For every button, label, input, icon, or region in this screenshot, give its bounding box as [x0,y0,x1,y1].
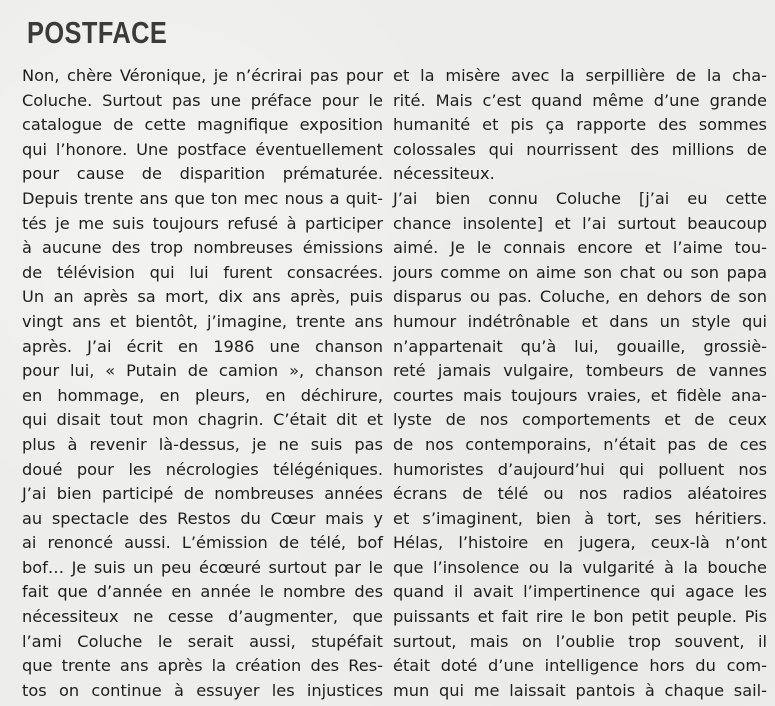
text-line: à aucune des trop nombreuses émissions [22,238,383,258]
text-line: surtout, mais on l’oublie trop souvent, il [393,631,767,651]
text-line: après. J’ai écrit en 1986 une chanson [22,336,383,356]
text-line: courtes mais toujours vraies, et fidèle ana- [393,385,767,405]
text-line: et s’imaginent, bien à tort, ses héritiers. [393,508,767,528]
text-line: colossales qui nourrissent des millions de [393,139,767,159]
text-line: que trente ans après la création des Res- [22,656,383,676]
text-line: Non, chère Véronique, je n’écrirai pas pour [22,66,383,85]
text-line: que l’insolence ou la vulgarité à la bouche [393,557,767,577]
text-line: vingt ans et bientôt, j’imagine, trente ans [22,311,383,331]
text-line: chance insolente] et l’ai surtout beaucoup [393,213,767,233]
text-line: puissants et fait rire le bon petit peuple. Pis [393,607,767,627]
text-line: fait que d’année en année le nombre des [22,582,383,602]
text-line: reté jamais vulgaire, tombeurs de vannes [393,361,767,381]
text-line: quand il avait l’impertinence qui agace les [393,582,767,602]
text-line: en hommage, en pleurs, en déchirure, [22,385,383,405]
text-line: rité. Mais c’est quand même d’une grande [393,90,767,110]
text-line: nécessiteux ne cesse d’augmenter, que [22,607,383,627]
text-line: de nos contemporains, n’était pas de ces [393,434,767,454]
text-line: humour indétrônable et dans un style qui [393,311,767,331]
text-line: qui l’honore. Une postface éventuellement [22,139,383,159]
text-column-right [393,64,767,703]
text-line: disparus ou pas. Coluche, en dehors de son [393,287,767,307]
text-line: qui disait tout mon chagrin. C’était dit et [22,410,383,430]
text-line: écrans de télé ou nos radios aléatoires [393,484,767,504]
text-line: de télévision qui lui furent consacrées. [22,262,383,282]
text-line: tés je me suis toujours refusé à participer [22,213,383,233]
text-line: ai renoncé aussi. L’émission de télé, bof [22,533,383,553]
text-line: au spectacle des Restos du Cœur mais y [22,508,383,528]
text-line: jours comme on aime son chat ou son papa [393,262,767,282]
text-line: lyste de nos comportements et de ceux [393,410,767,430]
text-line: catalogue de cette magnifique exposition [22,115,383,135]
text-line: humoristes d’aujourd’hui qui polluent nos [393,459,767,479]
text-line: n’appartenait qu’à lui, gouaille, grossiè- [393,336,767,356]
text-line: était doté d’une intelligence hors du com- [393,656,767,676]
text-line: Hélas, l’histoire en jugera, ceux-là n’ont [393,533,767,553]
text-line: nécessiteux. [393,164,495,184]
text-line: humanité et pis ça rapporte des sommes [393,115,767,135]
text-line: Un an après sa mort, dix ans après, puis [22,287,383,307]
text-line: J’ai bien connu Coluche [j’ai eu cette [393,188,767,208]
text-line: Depuis trente ans que ton mec nous a quit- [22,188,383,208]
text-line: mun qui me laissait pantois à chaque sail- [393,680,767,700]
text-line: Coluche. Surtout pas une préface pour le [22,90,383,110]
text-line: plus à revenir là-dessus, je ne suis pas [22,434,383,454]
text-line: bof… Je suis un peu écœuré surtout par le [22,557,383,577]
text-line: et la misère avec la serpillière de la cha- [393,66,767,85]
text-line: tos on continue à essuyer les injustices [22,680,383,700]
text-column-left [22,64,383,703]
text-line: pour lui, « Putain de camion », chanson [22,361,383,381]
text-line: aimé. Je le connais encore et l’aime tou- [393,238,767,258]
text-line: J’ai bien participé de nombreuses années [22,484,383,504]
text-line: doué pour les nécrologies télégéniques. [22,459,383,479]
text-line: pour cause de disparition prématurée. [22,164,383,184]
text-line: l’ami Coluche le serait aussi, stupéfait [22,631,383,651]
page-title: POSTFACE [27,15,168,50]
